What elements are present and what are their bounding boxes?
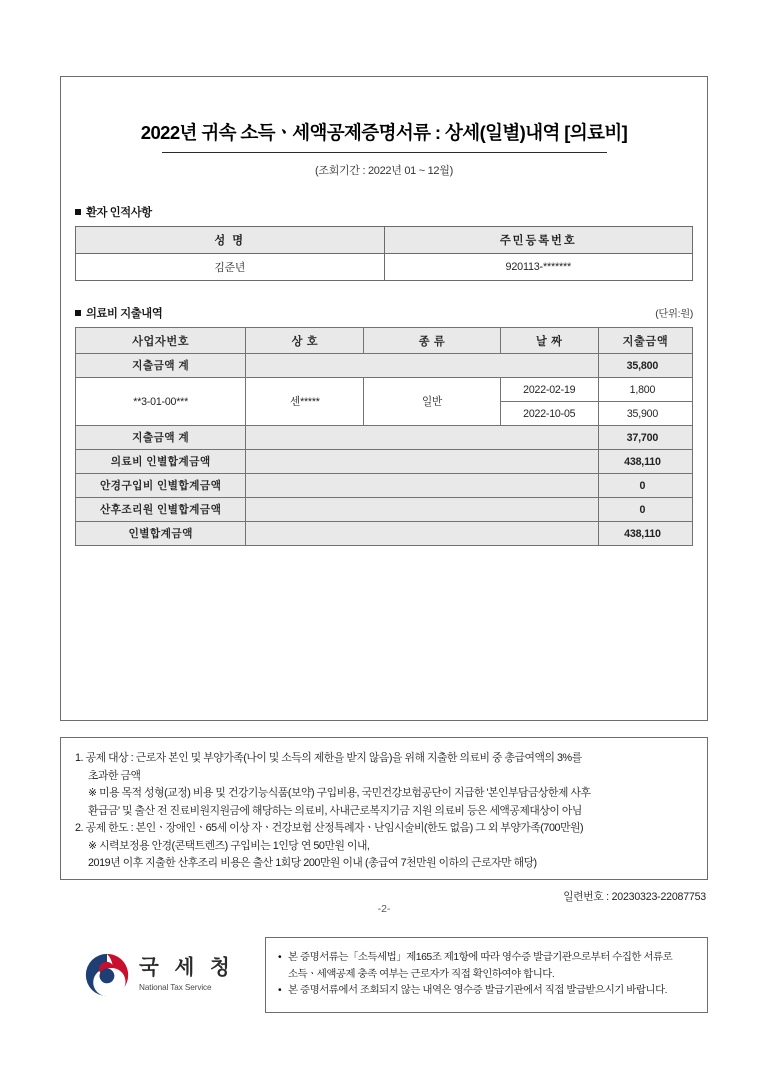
summary-amount: 438,110 (598, 450, 692, 474)
column-header-type: 종 류 (364, 328, 500, 354)
note-line: 환급금' 및 출산 전 진료비원지원금에 해당하는 의료비, 사내근로복지기금 지원 의료비 등은 세액공제대상이 아님 (88, 804, 582, 817)
column-header-name: 성 명 (76, 227, 385, 254)
cell-expense-amount: 35,900 (598, 402, 692, 426)
summary-label: 안경구입비 인별합계금액 (76, 474, 246, 498)
summary-row-medical-total (76, 450, 693, 474)
summary-label: 인별합계금액 (76, 522, 246, 546)
cell-patient-name: 김준년 (76, 254, 385, 281)
footer-note-text: 본 증명서류에서 조회되지 않는 내역은 영수증 발급기관에서 직접 발급받으시기 바랍니다. (288, 985, 668, 996)
summary-label: 지출금액 계 (76, 426, 246, 450)
column-header-resident-id: 주민등록번호 (384, 227, 693, 254)
main-content-frame (60, 76, 708, 721)
table-header-row (76, 227, 693, 254)
summary-amount: 0 (598, 498, 692, 522)
serial-number: 일련번호 : 20230323-22087753 (563, 891, 706, 903)
patient-info-table (75, 226, 693, 281)
table-row (76, 254, 693, 281)
summary-label: 산후조리원 인별합계금액 (76, 498, 246, 522)
page-number: -2- (377, 903, 391, 915)
deduction-notes-box (60, 737, 708, 880)
subtotal-top-amount: 35,800 (598, 354, 692, 378)
note-line: 1. 공제 대상 : 근로자 본인 및 부양가족(나이 및 소득의 제한을 받지 않음)을 위해 지출한 의료비 중 총급여액의 3%를 (75, 752, 582, 764)
cell-patient-resident-id: 920113-******* (384, 254, 693, 281)
patient-section-heading (75, 204, 152, 220)
cell-expense-amount: 1,800 (598, 378, 692, 402)
summary-spacer (246, 522, 599, 546)
footer-note-line (278, 967, 699, 984)
column-header-amount: 지출금액 (598, 328, 692, 354)
summary-row-total-spent (76, 426, 693, 450)
nts-logo-text (139, 958, 235, 992)
subtotal-row-top (76, 354, 693, 378)
footer-note-line (278, 983, 699, 1000)
cell-expense-date: 2022-10-05 (500, 402, 598, 426)
summary-spacer (246, 426, 599, 450)
footer-note-line (278, 950, 699, 967)
expense-section-heading (75, 305, 162, 321)
summary-row-grand-total (76, 522, 693, 546)
medical-expense-table (75, 327, 693, 546)
cell-store-name: 센***** (246, 378, 364, 426)
nts-logo-korean: 국 세 청 (139, 956, 235, 980)
summary-amount: 438,110 (598, 522, 692, 546)
title-underline (162, 152, 607, 153)
footer-note-text: 본 증명서류는「소득세법」제165조 제1항에 따라 영수증 발급기관으로부터 수집한 서류로 (288, 952, 673, 963)
summary-spacer (246, 498, 599, 522)
inquiry-period-subtitle: (조회기간 : 2022년 01 ~ 12월) (315, 165, 453, 178)
summary-amount: 37,700 (598, 426, 692, 450)
nts-taegeuk-logo-icon (84, 952, 130, 998)
subtotal-top-label: 지출금액 계 (76, 354, 246, 378)
table-row (76, 378, 693, 402)
footer-notice-box (265, 937, 708, 1013)
cell-expense-type: 일반 (364, 378, 500, 426)
footer-note-text: 소득ㆍ세액공제 충족 여부는 근로자가 직접 확인하여야 합니다. (288, 968, 555, 980)
patient-section-heading-label: 환자 인적사항 (86, 207, 152, 219)
column-header-business-no: 사업자번호 (76, 328, 246, 354)
bullet-square-icon (75, 310, 81, 316)
summary-spacer (246, 474, 599, 498)
bullet-square-icon (75, 209, 81, 215)
summary-row-glasses-total (76, 474, 693, 498)
cell-business-no: **3-01-00*** (76, 378, 246, 426)
note-line: 초과한 금액 (88, 769, 141, 782)
summary-row-postpartum-total (76, 498, 693, 522)
nts-logo (60, 952, 263, 998)
expense-section-heading-label: 의료비 지출내역 (86, 308, 163, 320)
summary-label: 의료비 인별합계금액 (76, 450, 246, 474)
nts-logo-english: National Tax Service (139, 982, 212, 992)
summary-amount: 0 (598, 474, 692, 498)
note-line: ※ 시력보정용 안경(콘택트렌즈) 구입비는 1인당 연 50만원 이내, (88, 839, 370, 852)
note-line: 2. 공제 한도 : 본인ㆍ장애인ㆍ65세 이상 자ㆍ건강보험 산정특례자ㆍ난임시술비(한도 없음) 그 외 부양가족(700만원) (75, 822, 584, 834)
note-line: ※ 미용 목적 성형(교정) 비용 및 건강기능식품(보약) 구입비용, 국민건강보험공단이 지급한 '본인부담금상한제 사후 (88, 787, 591, 799)
column-header-store: 상 호 (246, 328, 364, 354)
table-header-row (76, 328, 693, 354)
column-header-date: 날 짜 (500, 328, 598, 354)
currency-unit-note: (단위:원) (655, 309, 693, 320)
summary-spacer (246, 450, 599, 474)
cell-expense-date: 2022-02-19 (500, 378, 598, 402)
bullet-icon: • (278, 952, 282, 963)
note-line: 2019년 이후 지출한 산후조리 비용은 출산 1회당 200만원 이내 (총급여 7천만원 이하의 근로자만 해당) (88, 857, 537, 869)
subtotal-top-spacer (246, 354, 599, 378)
page-footer (60, 933, 708, 1017)
page-title: 2022년 귀속 소득ㆍ세액공제증명서류 : 상세(일별)내역 [의료비] (140, 122, 628, 143)
bullet-icon: • (278, 985, 282, 996)
